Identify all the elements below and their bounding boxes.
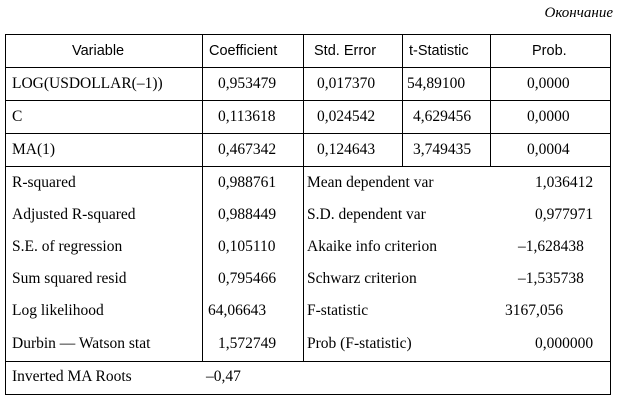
stat-value: 64,06643 <box>208 302 267 319</box>
header-variable: Variable <box>72 43 125 59</box>
stat-value: 0,988761 <box>218 174 277 191</box>
stat-value-2: 3167,056 <box>505 302 564 319</box>
stat-label: Durbin — Watson stat <box>12 335 151 352</box>
t-statistic-value: 4,629456 <box>413 108 472 125</box>
stat-value: 0,988449 <box>218 206 277 223</box>
row-rule <box>5 100 611 101</box>
stat-label-2: F-statistic <box>307 302 369 319</box>
row-rule <box>5 133 611 134</box>
header-std-error: Std. Error <box>314 43 377 59</box>
column-rule <box>490 34 491 166</box>
coefficient-value: 0,467342 <box>218 141 277 158</box>
column-rule <box>402 34 403 166</box>
coefficient-value: 0,953479 <box>218 75 277 92</box>
variable-name: MA(1) <box>12 141 56 158</box>
stat-value: 0,105110 <box>218 238 276 255</box>
prob-value: 0,0004 <box>527 141 570 158</box>
stat-value-2: 0,000000 <box>535 335 594 352</box>
stat-label-2: S.D. dependent var <box>307 206 426 223</box>
std-error-value: 0,124643 <box>317 141 376 158</box>
prob-value: 0,0000 <box>527 108 570 125</box>
std-error-value: 0,017370 <box>317 75 376 92</box>
inverted-roots-value: –0,47 <box>206 368 241 385</box>
column-rule <box>202 34 203 361</box>
header-coefficient: Coefficient <box>209 43 278 59</box>
header-prob: Prob. <box>532 43 567 59</box>
stat-label: Adjusted R-squared <box>12 206 136 223</box>
stat-value-2: 0,977971 <box>535 206 594 223</box>
stat-label: S.E. of regression <box>12 238 123 255</box>
coefficient-value: 0,113618 <box>218 108 276 125</box>
stat-value-2: –1,628438 <box>518 238 584 255</box>
stat-label-2: Prob (F-statistic) <box>307 335 412 352</box>
prob-value: 0,0000 <box>527 75 570 92</box>
stat-value: 1,572749 <box>218 335 277 352</box>
header-rule <box>5 67 611 68</box>
stat-label: Sum squared resid <box>12 270 127 287</box>
stat-label: R-squared <box>12 174 76 191</box>
t-statistic-value: 3,749435 <box>413 141 472 158</box>
inverted-roots-label: Inverted MA Roots <box>12 368 132 385</box>
stat-label-2: Akaike info criterion <box>307 238 437 255</box>
stat-label-2: Schwarz criterion <box>307 270 417 287</box>
section-rule <box>5 166 611 167</box>
stat-label-2: Mean dependent var <box>307 174 434 191</box>
stat-value-2: 1,036412 <box>535 174 594 191</box>
variable-name: C <box>12 108 23 125</box>
stat-value: 0,795466 <box>218 270 277 287</box>
variable-name: LOG(USDOLLAR(–1)) <box>12 75 163 92</box>
column-rule <box>303 34 304 361</box>
std-error-value: 0,024542 <box>317 108 376 125</box>
header-t-statistic: t-Statistic <box>409 43 469 59</box>
continuation-caption: Окончание <box>544 5 613 21</box>
stat-value-2: –1,535738 <box>518 270 584 287</box>
t-statistic-value: 54,89100 <box>407 75 466 92</box>
stat-label: Log likelihood <box>12 302 104 319</box>
section-rule <box>5 361 611 362</box>
